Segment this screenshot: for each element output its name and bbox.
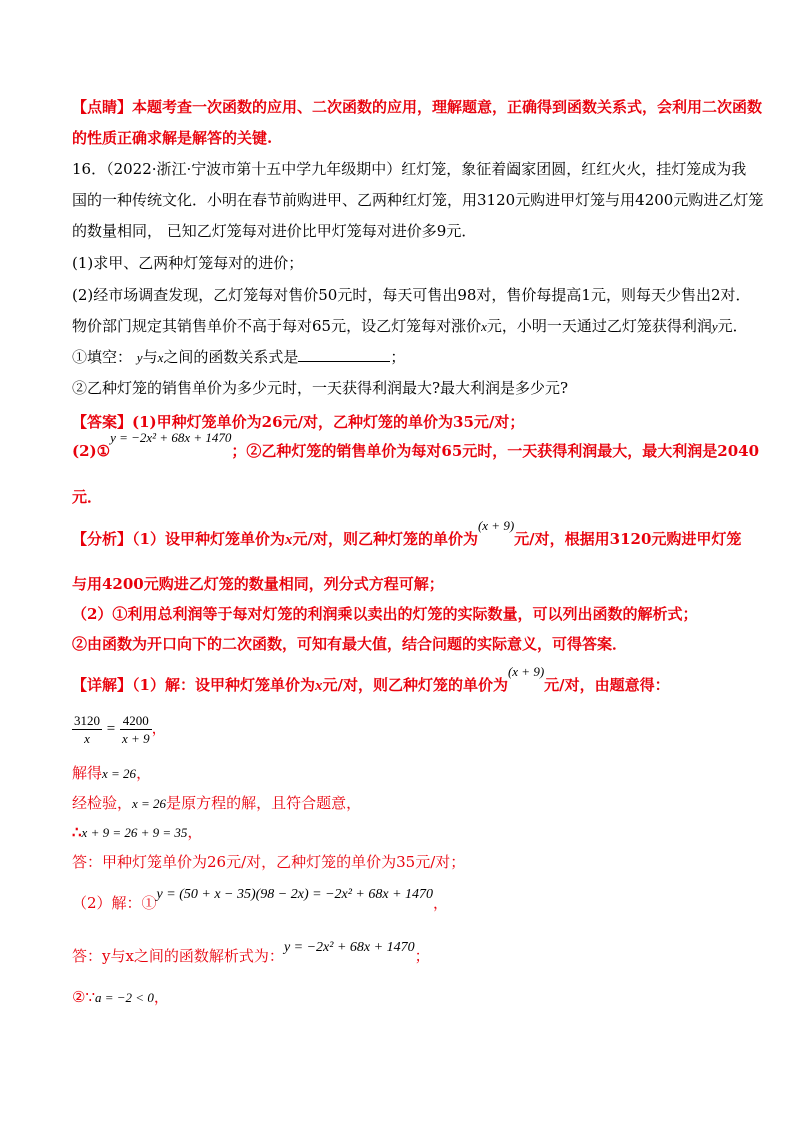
analysis-text-1c: 元/对，根据用3120元购进甲灯笼 <box>514 530 742 548</box>
problem-line-1 <box>72 159 746 179</box>
problem-text-1: （2022·浙江·宁波市第十五中学九年级期中）红灯笼，象征着阖家团圆，红红火火，挂灯笼成为我 <box>106 160 747 178</box>
therefore-line <box>72 822 202 843</box>
detail-text-1c: 元/对，由题意得： <box>544 676 670 694</box>
fill-end: ； <box>390 348 406 366</box>
check-text: 经检验， <box>72 794 133 812</box>
last-expr: a = −2 < 0 <box>95 990 154 1005</box>
answer-line-2 <box>72 430 760 462</box>
detail-line-1 <box>72 664 670 696</box>
fill-text: 之间的函数关系式是 <box>163 348 299 366</box>
question-1-text: (1)求甲、乙两种灯笼每对的进价； <box>72 254 304 272</box>
problem-line-2 <box>72 190 763 210</box>
analysis-expr: (x + 9) <box>477 518 515 533</box>
answer-formula: y = −2x² + 68x + 1470 <box>110 430 232 445</box>
answer-tag: 【答案】 <box>72 413 133 431</box>
problem-text-2: 国的一种传统文化．小明在春节前购进甲、乙两种红灯笼，用3120元购进甲灯笼与用4200元购进乙灯笼 <box>72 191 764 209</box>
question-2-line-2 <box>72 316 748 337</box>
answer-2-text: 答：y与x之间的函数解析式为： <box>72 947 284 965</box>
fraction-equation <box>72 710 167 747</box>
answer-2-end: ； <box>414 947 430 965</box>
last-line <box>72 987 169 1008</box>
part-2-line <box>72 887 449 915</box>
var-y: y <box>711 319 718 334</box>
detail-tag: 【详解】 <box>72 676 133 694</box>
detail-var-x: x <box>314 678 323 694</box>
check-expr: x = 26 <box>132 796 167 811</box>
fraction-right <box>120 712 152 747</box>
answer-1-line <box>72 852 465 872</box>
answer-line-3 <box>72 487 102 507</box>
solve-end: ， <box>136 764 152 782</box>
part-2-text: （2）解：① <box>72 894 157 912</box>
part-2-expr: y = (50 + x − 35)(98 − 2x) = −2x² + 68x + 1470 <box>156 887 434 902</box>
analysis-text-1a: （1）设甲种灯笼单价为 <box>132 530 285 548</box>
check-end: 是原方程的解，且符合题意， <box>166 794 362 812</box>
fill-label: ①填空： <box>72 348 133 366</box>
fraction-right-den: x + 9 <box>122 730 150 746</box>
solve-expr: x = 26 <box>102 766 137 781</box>
therefore-symbol: ∴ <box>72 823 82 841</box>
therefore-end: ， <box>187 823 203 841</box>
analysis-text-1b: 元/对，则乙种灯笼的单价为 <box>292 530 478 548</box>
analysis-text-4: ②由函数为开口向下的二次函数，可知有最大值，结合问题的实际意义，可得答案． <box>72 635 628 653</box>
analysis-text-3: （2）①利用总利润等于每对灯笼的利润乘以卖出的灯笼的实际数量，可以列出函数的解析式； <box>72 605 698 623</box>
answer-text-1: (1)甲种灯笼单价为26元/对，乙种灯笼的单价为35元/对； <box>132 413 525 431</box>
fraction-left-num: 3120 <box>74 712 100 728</box>
answer-prefix-2: (2)① <box>72 442 111 460</box>
question-1 <box>72 253 303 273</box>
fraction-left-den: x <box>84 730 90 746</box>
analysis-line-1 <box>72 518 742 550</box>
fraction-right-num: 4200 <box>120 712 152 730</box>
part-2-end: ， <box>433 894 449 912</box>
problem-line-3 <box>72 221 476 241</box>
detail-expr: (x + 9) <box>507 664 545 679</box>
fill-blank <box>298 347 390 362</box>
solve-text: 解得 <box>72 764 103 782</box>
question-2-text-2c: 元． <box>717 317 748 335</box>
last-end: ， <box>153 988 169 1006</box>
question-2-text-2b: 元，小明一天通过乙灯笼获得利润 <box>486 317 712 335</box>
dianjing-line-2 <box>72 128 272 148</box>
fraction-comma: ， <box>151 719 167 737</box>
dianjing-text-1: 本题考查一次函数的应用、二次函数的应用，理解题意，正确得到函数关系式，会利用二次函数 <box>132 98 763 116</box>
analysis-line-2 <box>72 574 444 594</box>
answer-text-2: ；②乙种灯笼的销售单价为每对65元时，一天获得利润最大，最大利润是2040 <box>231 442 760 460</box>
analysis-line-3 <box>72 604 697 624</box>
fill-var-y: y <box>136 350 143 365</box>
dianjing-line-1 <box>72 97 762 117</box>
question-2-line-1 <box>72 285 751 305</box>
answer-line-1 <box>72 412 524 432</box>
fraction-left <box>72 712 102 747</box>
fill-and: 与 <box>142 348 158 366</box>
problem-text-3: 的数量相同， 已知乙灯笼每对进价比甲灯笼每对进价多9元． <box>72 222 477 240</box>
var-x: x <box>481 319 487 334</box>
equals-sign: = <box>106 721 116 737</box>
detail-text-1b: 元/对，则乙种灯笼的单价为 <box>322 676 508 694</box>
dianjing-tag: 【点睛】 <box>72 98 133 116</box>
answer-2-expr: y = −2x² + 68x + 1470 <box>283 940 415 955</box>
answer-1-text: 答：甲种灯笼单价为26元/对，乙种灯笼的单价为35元/对； <box>72 853 466 871</box>
therefore-expr: x + 9 = 26 + 9 = 35 <box>81 825 188 840</box>
fill-blank-line <box>72 347 405 368</box>
question-2-2 <box>72 378 568 398</box>
solve-line <box>72 763 151 784</box>
fill-var-x: x <box>157 350 164 365</box>
analysis-line-4 <box>72 634 627 654</box>
analysis-var-x: x <box>284 532 293 548</box>
answer-text-3: 元． <box>72 488 103 506</box>
analysis-tag: 【分析】 <box>72 530 133 548</box>
detail-text-1a: （1）解：设甲种灯笼单价为 <box>132 676 315 694</box>
answer-2-line <box>72 940 430 968</box>
last-text: ②∵ <box>72 988 95 1006</box>
analysis-text-2: 与用4200元购进乙灯笼的数量相同，列分式方程可解； <box>72 575 444 593</box>
dianjing-text-2: 的性质正确求解是解答的关键. <box>72 129 273 147</box>
question-2-text-1: (2)经市场调查发现，乙灯笼每对售价50元时，每天可售出98对，售价每提高1元，则每天少售出2对． <box>72 286 751 304</box>
problem-number: 16． <box>72 160 107 178</box>
question-2-2-text: ②乙种灯笼的销售单价为多少元时，一天获得利润最大?最大利润是多少元? <box>72 379 569 397</box>
question-2-text-2a: 物价部门规定其销售单价不高于每对65元，设乙灯笼每对涨价 <box>72 317 482 335</box>
check-line <box>72 793 361 814</box>
